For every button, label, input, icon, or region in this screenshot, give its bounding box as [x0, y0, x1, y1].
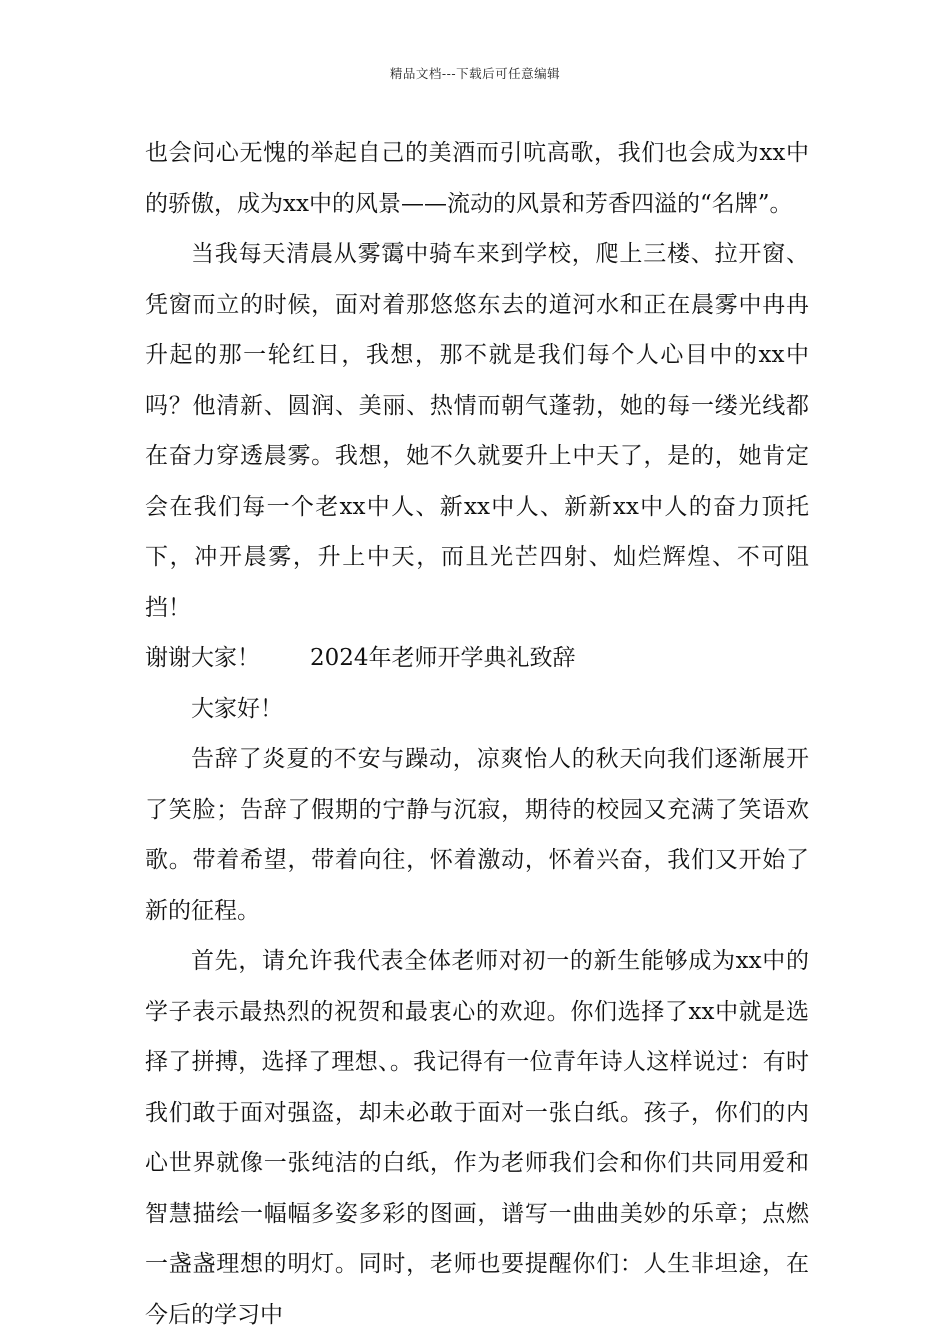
thanks-and-title-line	[145, 633, 809, 684]
paragraph-morning-fog: 当我每天清晨从雾霭中骑车来到学校，爬上三楼、拉开窗、凭窗而立的时候，面对着那悠悠东去的道河水和正在晨雾中冉冉升起的那一轮红日，我想，那不就是我们每个人心目中的xx中吗？他清新、圆润、美丽、热情而朝气蓬勃，她的每一缕光线都在奋力穿透晨雾。我想，她不久就要升上中天了，是的，她肯定会在我们每一个老xx中人、新xx中人、新新xx中人的奋力顶托下，冲开晨雾，升上中天，而且光芒四射、灿烂辉煌、不可阻挡！	[145, 241, 809, 621]
document-body	[145, 128, 809, 1340]
paragraph-welcome: 首先，请允许我代表全体老师对初一的新生能够成为xx中的学子表示最热烈的祝贺和最衷心的欢迎。你们选择了xx中就是选择了拼搏，选择了理想、。我记得有一位青年诗人这样说过：有时我们敢于面对强盗，却未必敢于面对一张白纸。孩子，你们的内心世界就像一张纯洁的白纸，作为老师我们会和你们共同用爱和智慧描绘一幅幅多姿多彩的图画，谱写一曲曲美妙的乐章；点燃一盏盏理想的明灯。同时，老师也要提醒你们：人生非坦途，在今后的学习中	[145, 948, 809, 1328]
thanks-text: 谢谢大家！	[145, 645, 260, 671]
paragraph-continuation: 也会问心无愧的举起自己的美酒而引吭高歌，我们也会成为xx中的骄傲，成为xx中的风景——流动的风景和芳香四溢的“名牌”。	[145, 140, 809, 217]
page-header: 精品文档---下载后可任意编辑	[389, 66, 561, 81]
greeting: 大家好！	[191, 695, 283, 722]
paragraph-autumn: 告辞了炎夏的不安与躁动，凉爽怡人的秋天向我们逐渐展开了笑脸；告辞了假期的宁静与沉寂，期待的校园又充满了笑语欢歌。带着希望，带着向往，怀着激动，怀着兴奋，我们又开始了新的征程。	[145, 746, 809, 924]
speech-title: 2024年老师开学典礼致辞	[310, 645, 576, 671]
